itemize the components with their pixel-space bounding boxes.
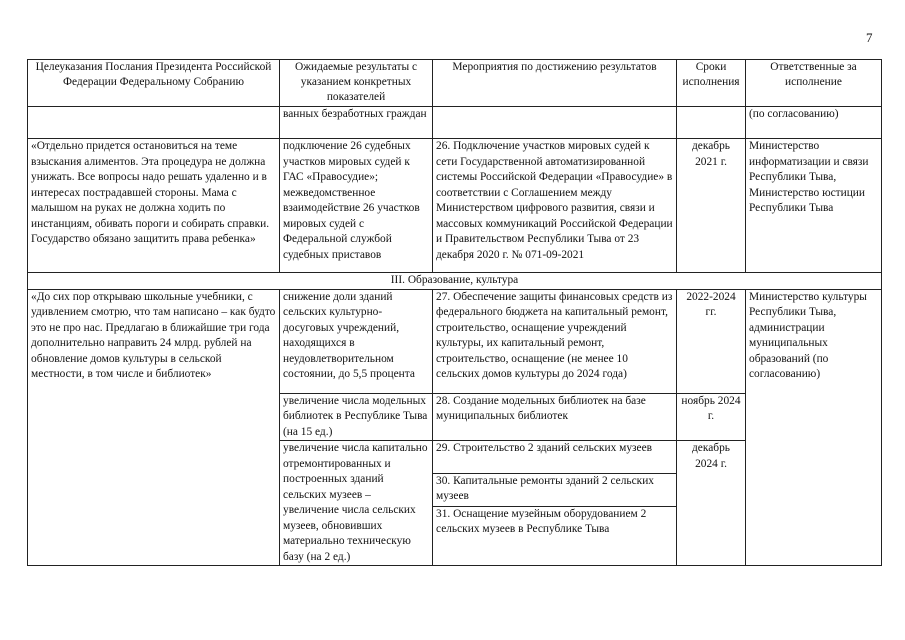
- alimony-responsible-cell: Министерство информатизации и связи Республики Тыва, Министерство юстиции Республики Тыва: [746, 139, 882, 273]
- header-goal: Целеуказания Послания Президента Российской Федерации Федеральному Собранию: [28, 60, 280, 107]
- table-row-culture-27: [28, 289, 882, 393]
- culture-responsible-cell: Министерство культуры Республики Тыва, администрации муниципальных образований (по согласованию): [746, 289, 882, 566]
- culture-deadline-27-cell: 2022-2024 гг.: [677, 289, 746, 393]
- culture-goal-cell: «До сих пор открываю школьные учебники, с удивлением смотрю, что там написано – как будто это не про нас. Предлагаю в ближайшие три года дополнительно направить 24 млрд. рублей на обновление домов культуры в сельской местности, в том числе и библиотек»: [28, 289, 280, 566]
- section-title: III. Образование, культура: [28, 273, 882, 290]
- cont-deadline-cell: [677, 107, 746, 139]
- culture-result-27-cell: снижение доли зданий сельских культурно-досуговых учреждений, находящихся в неудовлетворительном состоянии, до 5,5 процента: [280, 289, 433, 393]
- culture-result-28-cell: увеличение числа модельных библиотек в Республике Тыва (на 15 ед.): [280, 393, 433, 441]
- culture-deadline-28-cell: ноябрь 2024 г.: [677, 393, 746, 441]
- culture-action-31-cell: 31. Оснащение музейным оборудованием 2 сельских музеев в Республике Тыва: [433, 506, 677, 565]
- header-responsible: Ответственные за исполнение: [746, 60, 882, 107]
- table-row-continuation: [28, 107, 882, 139]
- culture-action-28-cell: 28. Создание модельных библиотек на базе муниципальных библиотек: [433, 393, 677, 441]
- culture-action-30-cell: 30. Капитальные ремонты зданий 2 сельских музеев: [433, 473, 677, 506]
- table-row-alimony: [28, 139, 882, 273]
- culture-action-27-cell: 27. Обеспечение защиты финансовых средств из федерального бюджета на капитальный ремонт, строительство, оснащение учреждений культуры, их капитальный ремонт, строительство, оснащение (не менее 10 сельских домов культуры до 2024 года): [433, 289, 677, 393]
- culture-result-29-cell: увеличение числа капитально отремонтированных и построенных зданий сельских музеев – увеличение числа сельских музеев, обновивших материально техническую базу (на 2 ед.): [280, 441, 433, 566]
- culture-action-29-cell: 29. Строительство 2 зданий сельских музеев: [433, 441, 677, 474]
- cont-goal-cell: [28, 107, 280, 139]
- cont-responsible-cell: (по согласованию): [746, 107, 882, 139]
- header-action: Мероприятия по достижению результатов: [433, 60, 677, 107]
- alimony-goal-cell: «Отдельно придется остановиться на теме взыскания алиментов. Эта процедура не должна унижать. Все вопросы надо решать удаленно и в интересах пострадавшей стороны. Мама с малышом на руках не должна ходить по инстанциям, обивать пороги и собирать справки. Государство обязано защитить права ребенка»: [28, 139, 280, 273]
- header-deadline: Сроки исполнения: [677, 60, 746, 107]
- alimony-deadline-cell: декабрь 2021 г.: [677, 139, 746, 273]
- alimony-action-cell: 26. Подключение участков мировых судей к сети Государственной автоматизированной системы Российской Федерации «Правосудие» в соответствии с Соглашением между Министерством цифрового развития, связи и массовых коммуникаций Российской Федерации и Правительством Республики Тыва от 23 декабря 2020 г. № 071-09-2021: [433, 139, 677, 273]
- header-result: Ожидаемые результаты с указанием конкретных показателей: [280, 60, 433, 107]
- culture-deadline-29-cell: декабрь 2024 г.: [677, 441, 746, 566]
- alimony-result-cell: подключение 26 судебных участков мировых судей к ГАС «Правосудие»; межведомственное взаимодействие 26 участков мировых судей с Федеральной службой судебных приставов: [280, 139, 433, 273]
- page-number: 7: [866, 30, 873, 45]
- cont-result-cell: ванных безработных граждан: [280, 107, 433, 139]
- table-header-row: [28, 60, 882, 107]
- plan-table: [27, 59, 882, 566]
- section-heading-row: [28, 273, 882, 290]
- cont-action-cell: [433, 107, 677, 139]
